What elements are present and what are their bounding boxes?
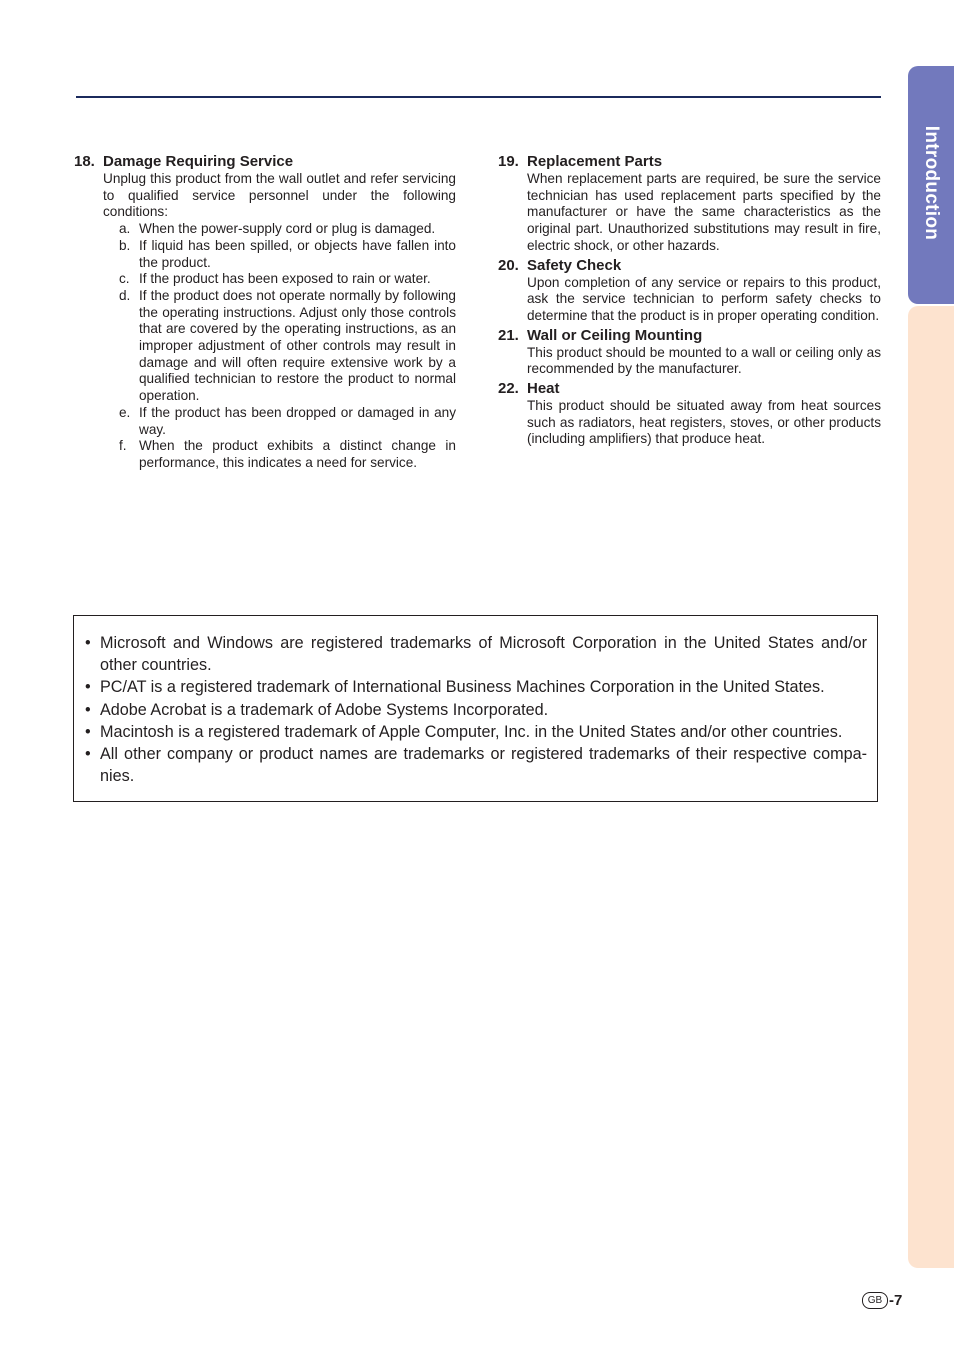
list-letter: a. bbox=[119, 221, 131, 237]
list-item bbox=[103, 438, 456, 471]
trademark-notice-box bbox=[73, 615, 878, 802]
header-rule bbox=[76, 96, 881, 98]
trademark-item bbox=[85, 632, 867, 676]
trademark-item bbox=[85, 721, 867, 743]
section-number: 19. bbox=[498, 153, 519, 170]
list-item bbox=[103, 221, 456, 238]
list-item bbox=[103, 405, 456, 438]
section-text: Upon completion of any service or repairs to this product, ask the service technician to perform safety checks to determine that the product is in proper operating condition. bbox=[527, 274, 881, 323]
list-letter: f. bbox=[119, 438, 127, 454]
section-title-18 bbox=[74, 153, 456, 171]
list-text: When the power-supply cord or plug is damaged. bbox=[139, 221, 436, 237]
section-title-text: Replacement Parts bbox=[527, 153, 663, 170]
section-22 bbox=[498, 380, 881, 448]
trademark-text: Microsoft and Windows are registered trademarks of Microsoft Corporation in the United States and/or other countries. bbox=[100, 634, 867, 675]
section-text: This product should be mounted to a wall or ceiling only as recommended by the manufacturer. bbox=[527, 344, 881, 377]
section-number: 22. bbox=[498, 380, 519, 398]
bullet-icon: • bbox=[85, 678, 91, 697]
trademark-text: Macintosh is a registered trademark of Apple Computer, Inc. in the United States and/or other countries. bbox=[100, 722, 843, 741]
trademark-item bbox=[85, 743, 867, 787]
section-title-21 bbox=[498, 327, 881, 345]
bullet-icon: • bbox=[85, 745, 91, 764]
page-number-text: -7 bbox=[889, 1291, 903, 1309]
trademark-item bbox=[85, 699, 867, 721]
section-title-19 bbox=[498, 153, 881, 171]
bullet-icon: • bbox=[85, 722, 91, 741]
list-item bbox=[103, 288, 456, 405]
right-column bbox=[498, 153, 881, 450]
list-letter: c. bbox=[119, 271, 130, 287]
list-letter: d. bbox=[119, 287, 131, 303]
section-text: This product should be situated away from heat sources such as radiators, heat registers, stoves, or other products (including amplifiers) that produce heat. bbox=[527, 398, 881, 447]
section-title-text: Heat bbox=[527, 380, 560, 398]
section-text: When replacement parts are required, be sure the service technician has used replacement parts specified by the manufacturer or have the same characteristics as the original part. Unauthorized substitutions may result in fire, electric shock, or other hazards. bbox=[527, 171, 881, 253]
list-letter: e. bbox=[119, 404, 131, 420]
section-number: 21. bbox=[498, 326, 519, 344]
left-column bbox=[74, 153, 456, 472]
section-title-text: Safety Check bbox=[527, 256, 622, 274]
section-intro: Unplug this product from the wall outlet and refer servicing to qualified service personnel under the following conditions: bbox=[103, 171, 456, 220]
list-item bbox=[103, 271, 456, 288]
bullet-icon: • bbox=[85, 634, 91, 652]
gb-region-icon: GB bbox=[862, 1292, 888, 1309]
list-text: When the product exhibits a distinct change in performance, this indicates a need for service. bbox=[139, 438, 456, 470]
trademark-text: Adobe Acrobat is a trademark of Adobe Systems Incorporated. bbox=[100, 700, 549, 719]
trademark-text: All other company or product names are trademarks or registered trademarks of their respective compa-nies. bbox=[100, 745, 867, 786]
trademark-text: PC/AT is a registered trademark of International Business Machines Corporation in the United States. bbox=[100, 678, 825, 697]
list-text: If the product has been dropped or damaged in any way. bbox=[139, 404, 456, 437]
list-letter: b. bbox=[119, 237, 131, 253]
list-text: If the product does not operate normally by following the operating instructions. Adjust only those controls that are covered by the operating instructions, as an improper adjustment of other controls may result in damage and will often require extensive work by a qualified technician to restore the product to normal operation. bbox=[139, 287, 456, 404]
list-text: If liquid has been spilled, or objects have fallen into the product. bbox=[139, 237, 456, 270]
section-number: 18. bbox=[74, 153, 95, 170]
trademark-item bbox=[85, 676, 867, 698]
section-title-20 bbox=[498, 257, 881, 275]
list-text: If the product has been exposed to rain or water. bbox=[139, 271, 431, 287]
side-band bbox=[908, 306, 954, 1268]
trademark-list bbox=[85, 632, 867, 787]
bullet-icon: • bbox=[85, 700, 91, 719]
section-title-text: Damage Requiring Service bbox=[103, 153, 294, 170]
section-20 bbox=[498, 257, 881, 325]
condition-list bbox=[103, 221, 456, 472]
section-title-text: Wall or Ceiling Mounting bbox=[527, 326, 703, 344]
list-item bbox=[103, 238, 456, 271]
page-number bbox=[862, 1290, 902, 1310]
section-21 bbox=[498, 327, 881, 378]
section-19 bbox=[498, 153, 881, 255]
section-tab-label: Introduction bbox=[921, 125, 942, 241]
section-title-22 bbox=[498, 380, 881, 398]
section-number: 20. bbox=[498, 256, 519, 274]
